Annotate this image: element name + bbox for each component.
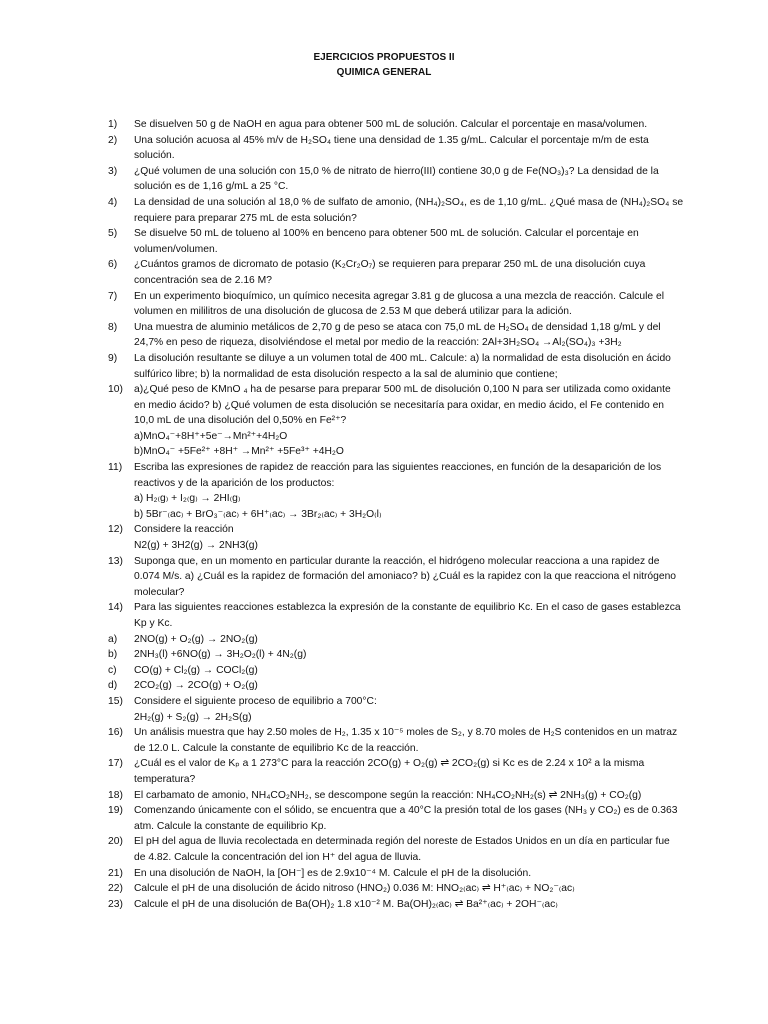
exercise-text <box>134 133 684 164</box>
exercise-text <box>134 226 684 257</box>
exercise-text <box>134 866 684 882</box>
exercise-text <box>134 897 684 913</box>
exercise-number: 3) <box>108 165 118 177</box>
exercise-line: ¿Cuántos gramos de dicromato de potasio (K₂Cr₂O₇) se requieren para preparar 250 mL de una disolución cuya concentración sea de 2.16 M? <box>134 259 646 286</box>
exercise-line: Calcule el pH de una disolución de Ba(OH)₂ 1.8 x10⁻² M. Ba(OH)₂₍ac₎ ⇌ Ba²⁺₍ac₎ + 2OH⁻₍ac₎ <box>134 898 558 910</box>
document-subtitle: QUIMICA GENERAL <box>336 67 432 78</box>
exercise-number: 17) <box>108 758 123 770</box>
exercise-text <box>134 600 684 631</box>
exercise-item <box>108 678 684 694</box>
exercise-line: Considere el siguiente proceso de equilibrio a 700°C: <box>134 695 377 707</box>
exercise-number: 12) <box>108 524 123 536</box>
exercise-item <box>108 694 684 725</box>
exercise-line: Para las siguientes reacciones establezca la expresión de la constante de equilibrio Kc. En el caso de gases establezca Kp y Kc. <box>134 602 681 629</box>
exercise-line: Escriba las expresiones de rapidez de reacción para las siguientes reacciones, en función de la desaparición de los reactivos y de la aparición de los productos: <box>134 462 662 489</box>
exercise-number: 19) <box>108 805 123 817</box>
exercise-item <box>108 647 684 663</box>
exercise-number: 22) <box>108 883 123 895</box>
exercise-item <box>108 554 684 601</box>
exercise-number: 21) <box>108 867 123 879</box>
exercise-line: a)¿Qué peso de KMnO ₄ ha de pesarse para preparar 500 mL de disolución 0,100 N para ser utilizada como oxidante en medio ácido? b) ¿Qué volumen de esta disolución se necesitaría para oxidar, en medio ácido, el Fe contenido en 10,0 mL de una disolución del 0,50% en Fe²⁺? <box>134 384 671 427</box>
exercise-item <box>108 195 684 226</box>
exercise-text <box>134 460 684 522</box>
exercise-line: Comenzando únicamente con el sólido, se encuentra que a 40°C la presión total de los gases (NH₃ y CO₂) es de 0.363 atm. Calcule la constante de equilibrio Kp. <box>134 805 678 832</box>
exercise-number: 4) <box>108 196 118 208</box>
exercise-line: Una solución acuosa al 45% m/v de H₂SO₄ tiene una densidad de 1.35 g/mL. Calcular el porcentaje m/m de esta solución. <box>134 134 649 162</box>
exercise-item <box>108 897 684 913</box>
exercise-number: 18) <box>108 789 123 801</box>
exercise-text <box>134 647 684 663</box>
exercise-item <box>108 866 684 882</box>
exercise-number: b) <box>108 649 118 661</box>
exercise-text <box>134 663 684 679</box>
exercise-text <box>134 725 684 756</box>
exercise-text <box>134 351 684 382</box>
exercise-item <box>108 881 684 897</box>
exercise-item <box>108 460 684 522</box>
exercise-text <box>134 834 684 865</box>
exercise-number: 8) <box>108 321 118 333</box>
exercise-text <box>134 320 684 351</box>
exercise-number: d) <box>108 680 118 692</box>
exercise-line: Una muestra de aluminio metálicos de 2,70 g de peso se ataca con 75,0 mL de H₂SO₄ de densidad 1,18 g/mL y del 24,7% en peso de riqueza, disolviéndose el metal por medio de la reacción: 2Al+3H₂SO₄ →Al₂(SO₄)₃ +3H₂ <box>134 321 661 349</box>
exercise-text <box>134 694 684 725</box>
exercise-number: 5) <box>108 228 118 240</box>
exercise-item <box>108 803 684 834</box>
exercise-number: 9) <box>108 352 118 364</box>
exercise-line: b)MnO₄⁻ +5Fe²⁺ +8H⁺ →Mn²⁺ +5Fe³⁺ +4H₂O <box>134 446 344 458</box>
exercise-text <box>134 522 684 553</box>
exercise-text <box>134 632 684 648</box>
exercise-line: La densidad de una solución al 18,0 % de sulfato de amonio, (NH₄)₂SO₄, es de 1,10 g/mL. ¿Qué masa de (NH₄)₂SO₄ se requiere para preparar 275 mL de esta solución? <box>134 196 684 224</box>
exercise-item <box>108 788 684 804</box>
exercise-item <box>108 320 684 351</box>
exercise-item <box>108 382 684 460</box>
exercise-line: N2(g) + 3H2(g) → 2NH3(g) <box>134 540 258 552</box>
exercise-line: b) 5Br⁻₍ac₎ + BrO₃⁻₍ac₎ + 6H⁺₍ac₎ → 3Br₂₍ac₎ + 3H₂O₍l₎ <box>134 508 382 520</box>
exercise-line: a)MnO₄⁻+8H⁺+5e⁻→Mn²⁺+4H₂O <box>134 430 288 442</box>
exercise-number: 23) <box>108 898 123 910</box>
exercise-line: Suponga que, en un momento en particular durante la reacción, el hidrógeno molecular reacciona a una rapidez de 0.074 M/s. a) ¿Cuál es la rapidez de formación del amoniaco? b) ¿Cuál es la rapidez con la que reacciona el nitrógeno molecular? <box>134 555 677 598</box>
exercise-number: 15) <box>108 695 123 707</box>
exercise-item <box>108 632 684 648</box>
exercise-item <box>108 133 684 164</box>
exercise-number: c) <box>108 664 117 676</box>
exercise-number: 20) <box>108 836 123 848</box>
exercise-item <box>108 164 684 195</box>
exercise-list <box>108 117 684 912</box>
exercise-line: CO(g) + Cl₂(g) → COCl₂(g) <box>134 664 258 676</box>
exercise-item <box>108 834 684 865</box>
document-title: EJERCICIOS PROPUESTOS II <box>313 52 455 63</box>
exercise-line: Calcule el pH de una disolución de ácido nitroso (HNO₂) 0.036 M: HNO₂₍ac₎ ⇌ H⁺₍ac₎ + NO₂⁻₍ac₎ <box>134 883 575 895</box>
exercise-text <box>134 257 684 288</box>
exercise-line: En un experimento bioquímico, un químico necesita agregar 3.81 g de glucosa a una mezcla de reacción. Calcule el volumen en mililitros de una disolución de glucosa de 2.53 M que deberá utilizar para la adición. <box>134 290 665 318</box>
exercise-item <box>108 756 684 787</box>
exercise-number: 16) <box>108 727 123 739</box>
exercise-text <box>134 289 684 320</box>
exercise-line: En una disolución de NaOH, la [OH⁻] es de 2.9x10⁻⁴ M. Calcule el pH de la disolución. <box>134 867 532 879</box>
exercise-text <box>134 788 684 804</box>
exercise-item <box>108 725 684 756</box>
exercise-text <box>134 382 684 460</box>
exercise-line: 2CO₂(g) → 2CO(g) + O₂(g) <box>134 680 258 692</box>
exercise-number: 10) <box>108 384 123 396</box>
exercise-line: Se disuelve 50 mL de tolueno al 100% en benceno para obtener 500 mL de solución. Calcular el porcentaje en volumen/volumen. <box>134 228 639 255</box>
exercise-number: 1) <box>108 119 118 130</box>
exercise-line: 2H₂(g) + S₂(g) → 2H₂S(g) <box>134 711 252 723</box>
exercise-line: Considere la reacción <box>134 524 234 536</box>
exercise-line: El carbamato de amonio, NH₄CO₂NH₂, se descompone según la reacción: NH₄CO₂NH₂(s) ⇌ 2NH₃(g) + CO₂(g) <box>134 789 642 801</box>
exercise-number: a) <box>108 633 118 645</box>
exercise-line: a) H₂₍g₎ + I₂₍g₎ → 2HI₍g₎ <box>134 493 241 505</box>
exercise-line: El pH del agua de lluvia recolectada en determinada región del noreste de Estados Unidos en un día en particular fue de 4.82. Calcule la concentración del ion H⁺ del agua de lluvia. <box>134 836 670 863</box>
exercise-text <box>134 164 684 195</box>
exercise-item <box>108 226 684 257</box>
exercise-text <box>134 881 684 897</box>
exercise-number: 11) <box>108 462 123 474</box>
exercise-line: Se disuelven 50 g de NaOH en agua para obtener 500 mL de solución. Calcular el porcentaje en masa/volumen. <box>134 119 648 130</box>
exercise-item <box>108 351 684 382</box>
exercise-item <box>108 663 684 679</box>
exercise-item <box>108 522 684 553</box>
exercise-text <box>134 678 684 694</box>
exercise-number: 6) <box>108 259 118 271</box>
exercise-line: Un análisis muestra que hay 2.50 moles de H₂, 1.35 x 10⁻⁵ moles de S₂, y 8.70 moles de H₂S contenidos en un matraz de 12.0 L. Calcule la constante de equilibrio Kc de la reacción. <box>134 727 678 754</box>
exercise-line: 2NO(g) + O₂(g) → 2NO₂(g) <box>134 633 258 645</box>
exercise-item <box>108 289 684 320</box>
exercise-number: 2) <box>108 134 118 146</box>
exercise-text <box>134 803 684 834</box>
exercise-line: ¿Qué volumen de una solución con 15,0 % de nitrato de hierro(III) contiene 30,0 g de Fe(NO₃)₃? La densidad de la solución es de 1,16 g/mL a 25 °C. <box>134 165 659 193</box>
exercise-item <box>108 257 684 288</box>
exercise-number: 13) <box>108 555 123 567</box>
exercise-text <box>134 554 684 601</box>
exercise-text <box>134 756 684 787</box>
exercise-line: La disolución resultante se diluye a un volumen total de 400 mL. Calcule: a) la normalidad de esta disolución en ácido sulfúrico libre; b) la normalidad de esta disolución respecto a la sal de aluminio que contiene; <box>134 352 671 380</box>
exercise-line: 2NH₃(l) +6NO(g) → 3H₂O₂(l) + 4N₂(g) <box>134 649 307 661</box>
exercise-number: 14) <box>108 602 123 614</box>
exercise-text <box>134 195 684 226</box>
exercise-item <box>108 117 684 133</box>
exercise-line: ¿Cuál es el valor de Kₚ a 1 273°C para la reacción 2CO(g) + O₂(g) ⇌ 2CO₂(g) si Kc es de 2.24 x 10² a la misma temperatura? <box>134 758 645 785</box>
exercise-text <box>134 117 684 133</box>
exercise-item <box>108 600 684 631</box>
exercise-number: 7) <box>108 290 118 302</box>
